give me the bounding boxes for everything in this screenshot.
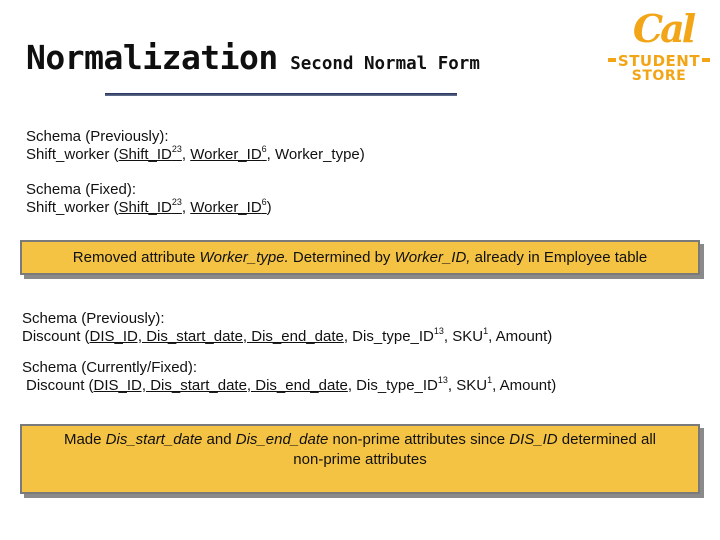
title-main: Normalization <box>26 38 278 77</box>
callout-line-1: Made Dis_start_date and Dis_end_date non-prime attributes since DIS_ID determined all <box>63 431 657 448</box>
slide-title <box>26 38 480 77</box>
logo-script: Cal <box>632 6 694 51</box>
schema-label: Schema (Fixed): <box>26 181 137 198</box>
title-subtitle: Second Normal Form <box>290 54 480 74</box>
title-underline-rule <box>105 93 457 96</box>
schema-label: Schema (Previously): <box>26 128 169 145</box>
schema-line: Shift_worker (Shift_ID$^{23}$, $Worker\_ID^6$) <box>26 197 272 216</box>
schema-line: Discount (DIS_ID, Dis_start_date, Dis_end_date, Dis_type_ID$^{13}$, SKU$^1$, Amount) <box>22 326 553 345</box>
schema-line: Discount (DIS_ID, Dis_start_date, Dis_end_date, Dis_type_ID$^{13}$, SKU$^1$, Amount) <box>26 375 557 394</box>
key-attribute: Shift_ID$^{23}$ <box>118 144 182 163</box>
callout-line-2: non-prime attributes <box>293 451 427 468</box>
schema-label: Schema (Currently/Fixed): <box>22 359 198 376</box>
discount-previous <box>22 310 552 346</box>
schema-label: Schema (Previously): <box>22 310 165 327</box>
callout-non-prime-attributes <box>20 424 700 494</box>
key-attributes: DIS_ID, Dis_start_date, Dis_end_date <box>93 377 348 394</box>
shift-worker-fixed <box>26 181 272 217</box>
logo-line-1: STUDENT <box>617 52 701 70</box>
discount-fixed <box>22 359 556 395</box>
key-attributes: DIS_ID, Dis_start_date, Dis_end_date <box>89 328 344 345</box>
schema-line: Shift_worker (Shift_ID$^{23}$, $Worker\_ID^6$, Worker_type) <box>26 144 365 163</box>
key-attribute: Shift_ID$^{23}$ <box>118 197 182 216</box>
shift-worker-previous <box>26 128 365 164</box>
callout-removed-attribute: Removed attribute Worker_type. Determined by Worker_ID, already in Employee table <box>20 240 700 275</box>
key-attribute: $Worker\_ID^6$ <box>190 144 267 163</box>
logo-line-2: STORE <box>631 68 687 84</box>
key-attribute: $Worker\_ID^6$ <box>190 197 267 216</box>
cal-student-store-logo <box>604 6 714 86</box>
